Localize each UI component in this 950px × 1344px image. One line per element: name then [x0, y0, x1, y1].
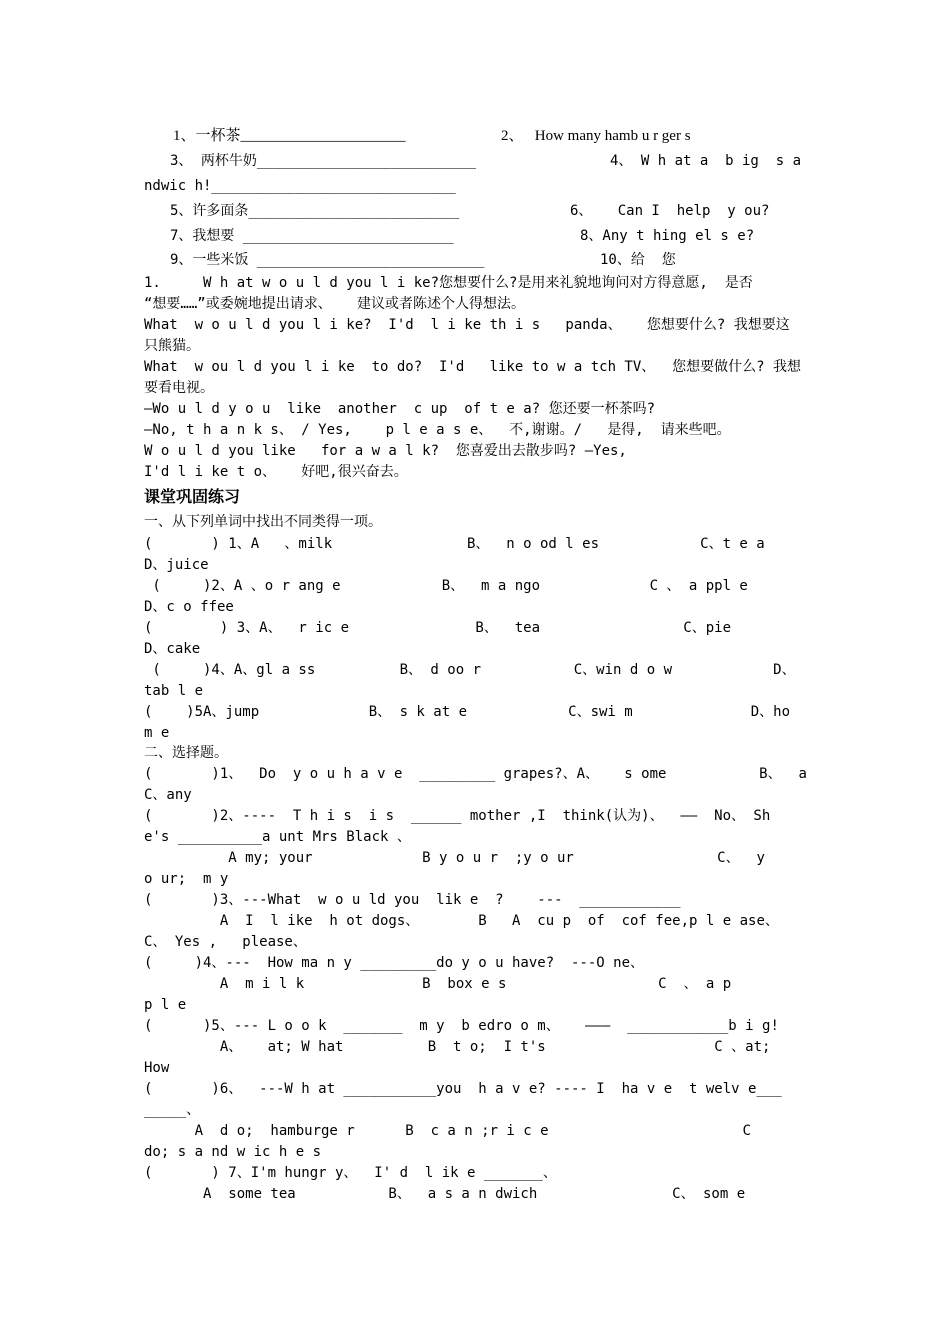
part2-line: A、 at; W hat B t o; I t's C 、at; [144, 1039, 771, 1055]
part2-line: A my; your B y o u r ;y o ur C、 y [144, 850, 765, 866]
part2-line: ( )3、---What w o u ld you lik e ? --- ____________ [144, 892, 681, 908]
part2-line: C、 Yes , please、 [144, 934, 307, 950]
part1-line: D、cake [144, 641, 201, 657]
note-line: —No, t h a n k s、 / Yes, p l e a s e、 不,谢谢。/ 是得, 请来些吧。 [144, 422, 731, 438]
part2-line: ( )6、 ---W h at ___________you h a v e? ---- I ha v e t welv e___ [144, 1081, 782, 1097]
part2-line: e's __________a unt Mrs Black 、 [144, 829, 411, 845]
part1-heading: 一、从下列单词中找出不同类得一项。 [144, 514, 382, 530]
part2-line: A d o; hamburge r B c a n ;r i c e C [144, 1123, 751, 1139]
note-line: What w ou l d you l i ke to do? I'd like to w a tch TV、 您想要做什么? 我想 [144, 359, 802, 375]
vocab-5: 5、许多面条_________________________ [170, 203, 460, 219]
part2-line: C、any [144, 787, 192, 803]
note-line: I'd l i ke t o、 好吧,很兴奋去。 [144, 464, 408, 480]
part1-line: D、c o ffee [144, 599, 234, 615]
note-line: 1. W h at w o u l d you l i ke?您想要什么?是用来礼貌地询问对方得意愿, 是否 [144, 275, 753, 291]
part1-line: ( )2、A 、o r ang e B、 m a ngo C 、 a ppl e [144, 578, 748, 594]
part2-line: _____、 [144, 1102, 201, 1118]
part2-line: ( )1、 Do y o u h a v e _________ grapes?、A、 s ome B、 a [144, 766, 807, 782]
part2-line: A I l ike h ot dogs、 B A cu p of cof fee,p l e ase、 [144, 913, 779, 929]
part2-line: ( )2、---- T h i s i s ______ mother ,I think(认为)、 —— No、 Sh [144, 808, 771, 824]
note-line: “想要……”或委婉地提出请求、 建议或者陈述个人得想法。 [144, 296, 525, 312]
part1-line: ( ) 1、A 、milk B、 n o od l es C、t e a [144, 536, 765, 552]
part2-line: ( )5、--- L o o k _______ m y b edro o m、 ——— ____________b i g! [144, 1018, 779, 1034]
vocab-10: 10、给 您 [600, 252, 676, 268]
part1-line: ( )4、A、gl a ss B、 d oo r C、win d o w D、 [144, 662, 796, 678]
part2-line: do; s a nd w ic h e s [144, 1144, 322, 1160]
vocab-9: 9、一些米饭 ___________________________ [170, 252, 485, 268]
part2-line: ( )4、--- How ma n y _________do y o u have? ---O ne、 [144, 955, 645, 971]
note-line: 只熊猫。 [144, 338, 200, 354]
part2-line: A m i l k B box e s C 、 a p [144, 976, 732, 992]
part2-heading: 二、选择题。 [144, 745, 228, 761]
vocab-4: 4、 W h at a b ig s a [610, 153, 802, 169]
vocab-8: 8、Any t hing el s e? [580, 228, 755, 244]
part2-line: ( ) 7、I'm hungr y、 I' d l ik e _______、 [144, 1165, 557, 1181]
part2-line: How [144, 1060, 170, 1076]
note-line: What w o u l d you l i ke? I'd l i ke th i s panda、 您想要什么? 我想要这 [144, 317, 790, 333]
part1-line: m e [144, 725, 170, 741]
part1-line: ( )5A、jump B、 s k at e C、swi m D、ho [144, 704, 791, 720]
vocab-7: 7、我想要 _________________________ [170, 228, 454, 244]
part2-line: o ur; m y [144, 871, 229, 887]
vocab-6: 6、 Can I help y ou? [570, 203, 770, 219]
vocab-2: 2、 How many hamb u r ger s [501, 128, 691, 144]
vocab-1: 1、一杯茶______________________ [173, 128, 406, 144]
part1-line: ( ) 3、A、 r ic e B、 tea C、pie [144, 620, 732, 636]
note-line: —Wo u l d y o u like another c up of t e a? 您还要一杯茶吗? [144, 401, 656, 417]
vocab-4-wrap: ndwic h!_____________________________ [144, 178, 456, 194]
section-title: 课堂巩固练习 [144, 487, 241, 506]
part2-line: A some tea B、 a s a n dwich C、 som e [144, 1186, 746, 1202]
part2-line: p l e [144, 997, 187, 1013]
vocab-3: 3、 两杯牛奶__________________________ [170, 153, 477, 169]
part1-line: D、juice [144, 557, 209, 573]
note-line: 要看电视。 [144, 380, 214, 396]
part1-line: tab l e [144, 683, 204, 699]
note-line: W o u l d you like for a w a l k? 您喜爱出去散步吗? —Yes, [144, 443, 627, 459]
